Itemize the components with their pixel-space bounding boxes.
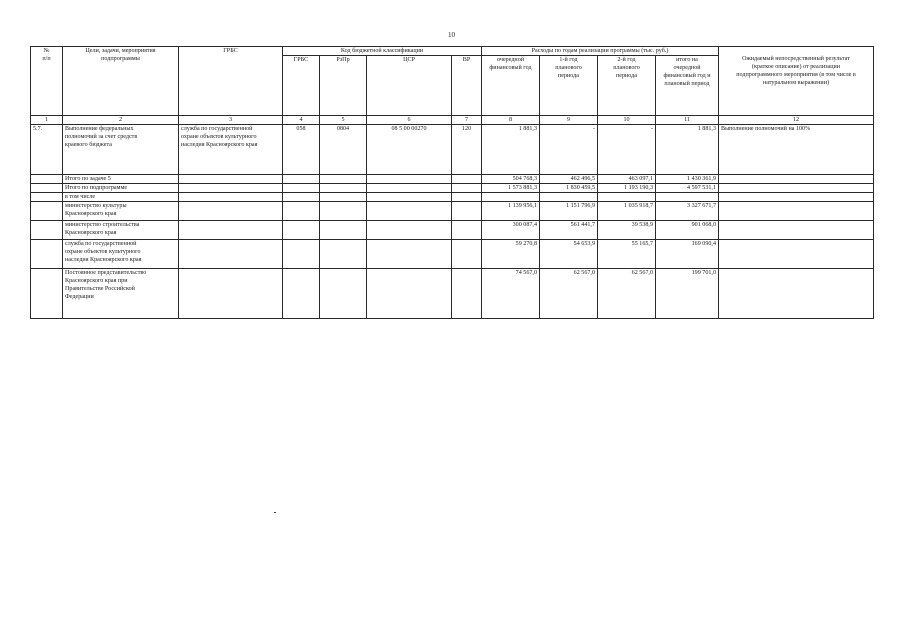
row-total: 1 430 361,9: [656, 175, 719, 184]
column-number: 5: [320, 116, 367, 125]
row-vr: 120: [452, 125, 482, 175]
column-number: 6: [367, 116, 452, 125]
header-kbk-vr: ВР: [452, 56, 482, 116]
row-year-1: 462 496,5: [540, 175, 598, 184]
row-grbs: служба по государственной охране объектов культурного наследия Красноярского края: [179, 125, 283, 175]
row-name: служба по государственной охране объектов культурного наследия Красноярского края: [63, 240, 179, 269]
column-number: 10: [598, 116, 656, 125]
column-number: 11: [656, 116, 719, 125]
row-year-2: 463 097,1: [598, 175, 656, 184]
header-year-2: 2-й год планового периода: [598, 56, 656, 116]
header-num: № п/п: [31, 47, 63, 116]
table-row-ministry-culture: [31, 202, 874, 221]
row-total: 169 090,4: [656, 240, 719, 269]
header-year-current: очередной финансовый год: [482, 56, 540, 116]
header-year-1: 1-й год планового периода: [540, 56, 598, 116]
table-row-including: [31, 193, 874, 202]
table-row-5-7: [31, 125, 874, 175]
row-name: министерство строительства Красноярского края: [63, 221, 179, 240]
column-number: 9: [540, 116, 598, 125]
table-row-heritage-service: [31, 240, 874, 269]
row-year-1: 62 567,0: [540, 269, 598, 319]
row-year-current: 74 567,0: [482, 269, 540, 319]
header-kbk-rzpr: РзПр: [320, 56, 367, 116]
table-row-permanent-representation: [31, 269, 874, 319]
row-year-2: 62 567,0: [598, 269, 656, 319]
header-goals: Цели, задачи, мероприятия подпрограммы: [63, 47, 179, 116]
column-number: 1: [31, 116, 63, 125]
row-total: 1 881,3: [656, 125, 719, 175]
row-year-2: 39 538,9: [598, 221, 656, 240]
header-result: Ожидаемый непосредственный результат (краткое описание) от реализации подпрограммного мероприятия (в том числе в натуральном выражении): [719, 47, 874, 116]
row-grbs-code: 058: [283, 125, 320, 175]
row-year-2: -: [598, 125, 656, 175]
row-name: Выполнение федеральных полномочий за счет средств краевого бюджета: [63, 125, 179, 175]
row-year-2: 1 193 190,3: [598, 184, 656, 193]
row-total: 3 327 671,7: [656, 202, 719, 221]
row-year-2: 55 165,7: [598, 240, 656, 269]
row-year-current: 1 139 956,1: [482, 202, 540, 221]
column-number: 2: [63, 116, 179, 125]
column-number: 3: [179, 116, 283, 125]
header-kbk-grbs: ГРБС: [283, 56, 320, 116]
row-year-1: -: [540, 125, 598, 175]
header-grbs: ГРБС: [179, 47, 283, 116]
row-result: Выполнение полномочий на 100%: [719, 125, 874, 175]
column-number: 4: [283, 116, 320, 125]
row-year-current: 1 881,3: [482, 125, 540, 175]
header-year-total: итого на очередной финансовый год и плановый период: [656, 56, 719, 116]
header-expenses-group: Расходы по годам реализации программы (тыс. руб.): [482, 47, 719, 56]
row-rzpr: 0804: [320, 125, 367, 175]
row-year-current: 1 573 881,3: [482, 184, 540, 193]
row-year-1: 1 830 459,5: [540, 184, 598, 193]
row-year-1: 561 441,7: [540, 221, 598, 240]
header-kbk-group: Код бюджетной классификации: [283, 47, 482, 56]
budget-table: [30, 46, 874, 319]
row-year-current: 59 270,8: [482, 240, 540, 269]
row-number: 5.7.: [31, 125, 63, 175]
table-row-task5-total: [31, 175, 874, 184]
table-row-ministry-construction: [31, 221, 874, 240]
header-kbk-csr: ЦСР: [367, 56, 452, 116]
column-number: 7: [452, 116, 482, 125]
row-total: 901 068,0: [656, 221, 719, 240]
row-name: Постоянное представительство Красноярского края при Правительстве Российской Федерации: [63, 269, 179, 319]
page-number: 10: [448, 31, 455, 39]
row-year-current: 300 087,4: [482, 221, 540, 240]
column-number: 8: [482, 116, 540, 125]
row-csr: 08 5 00 00270: [367, 125, 452, 175]
row-year-2: 1 035 918,7: [598, 202, 656, 221]
row-name: Итого по задаче 5: [63, 175, 179, 184]
row-total: 4 597 531,1: [656, 184, 719, 193]
row-name: Итого по подпрограмме: [63, 184, 179, 193]
scan-speck: [274, 512, 276, 513]
row-name: в том числе: [63, 193, 179, 202]
row-year-current: 504 768,3: [482, 175, 540, 184]
row-year-1: 1 151 796,9: [540, 202, 598, 221]
column-number-row: [31, 116, 874, 125]
row-total: 199 701,0: [656, 269, 719, 319]
column-number: 12: [719, 116, 874, 125]
row-year-1: 54 653,9: [540, 240, 598, 269]
table-row-subprogram-total: [31, 184, 874, 193]
row-name: министерство культуры Красноярского края: [63, 202, 179, 221]
